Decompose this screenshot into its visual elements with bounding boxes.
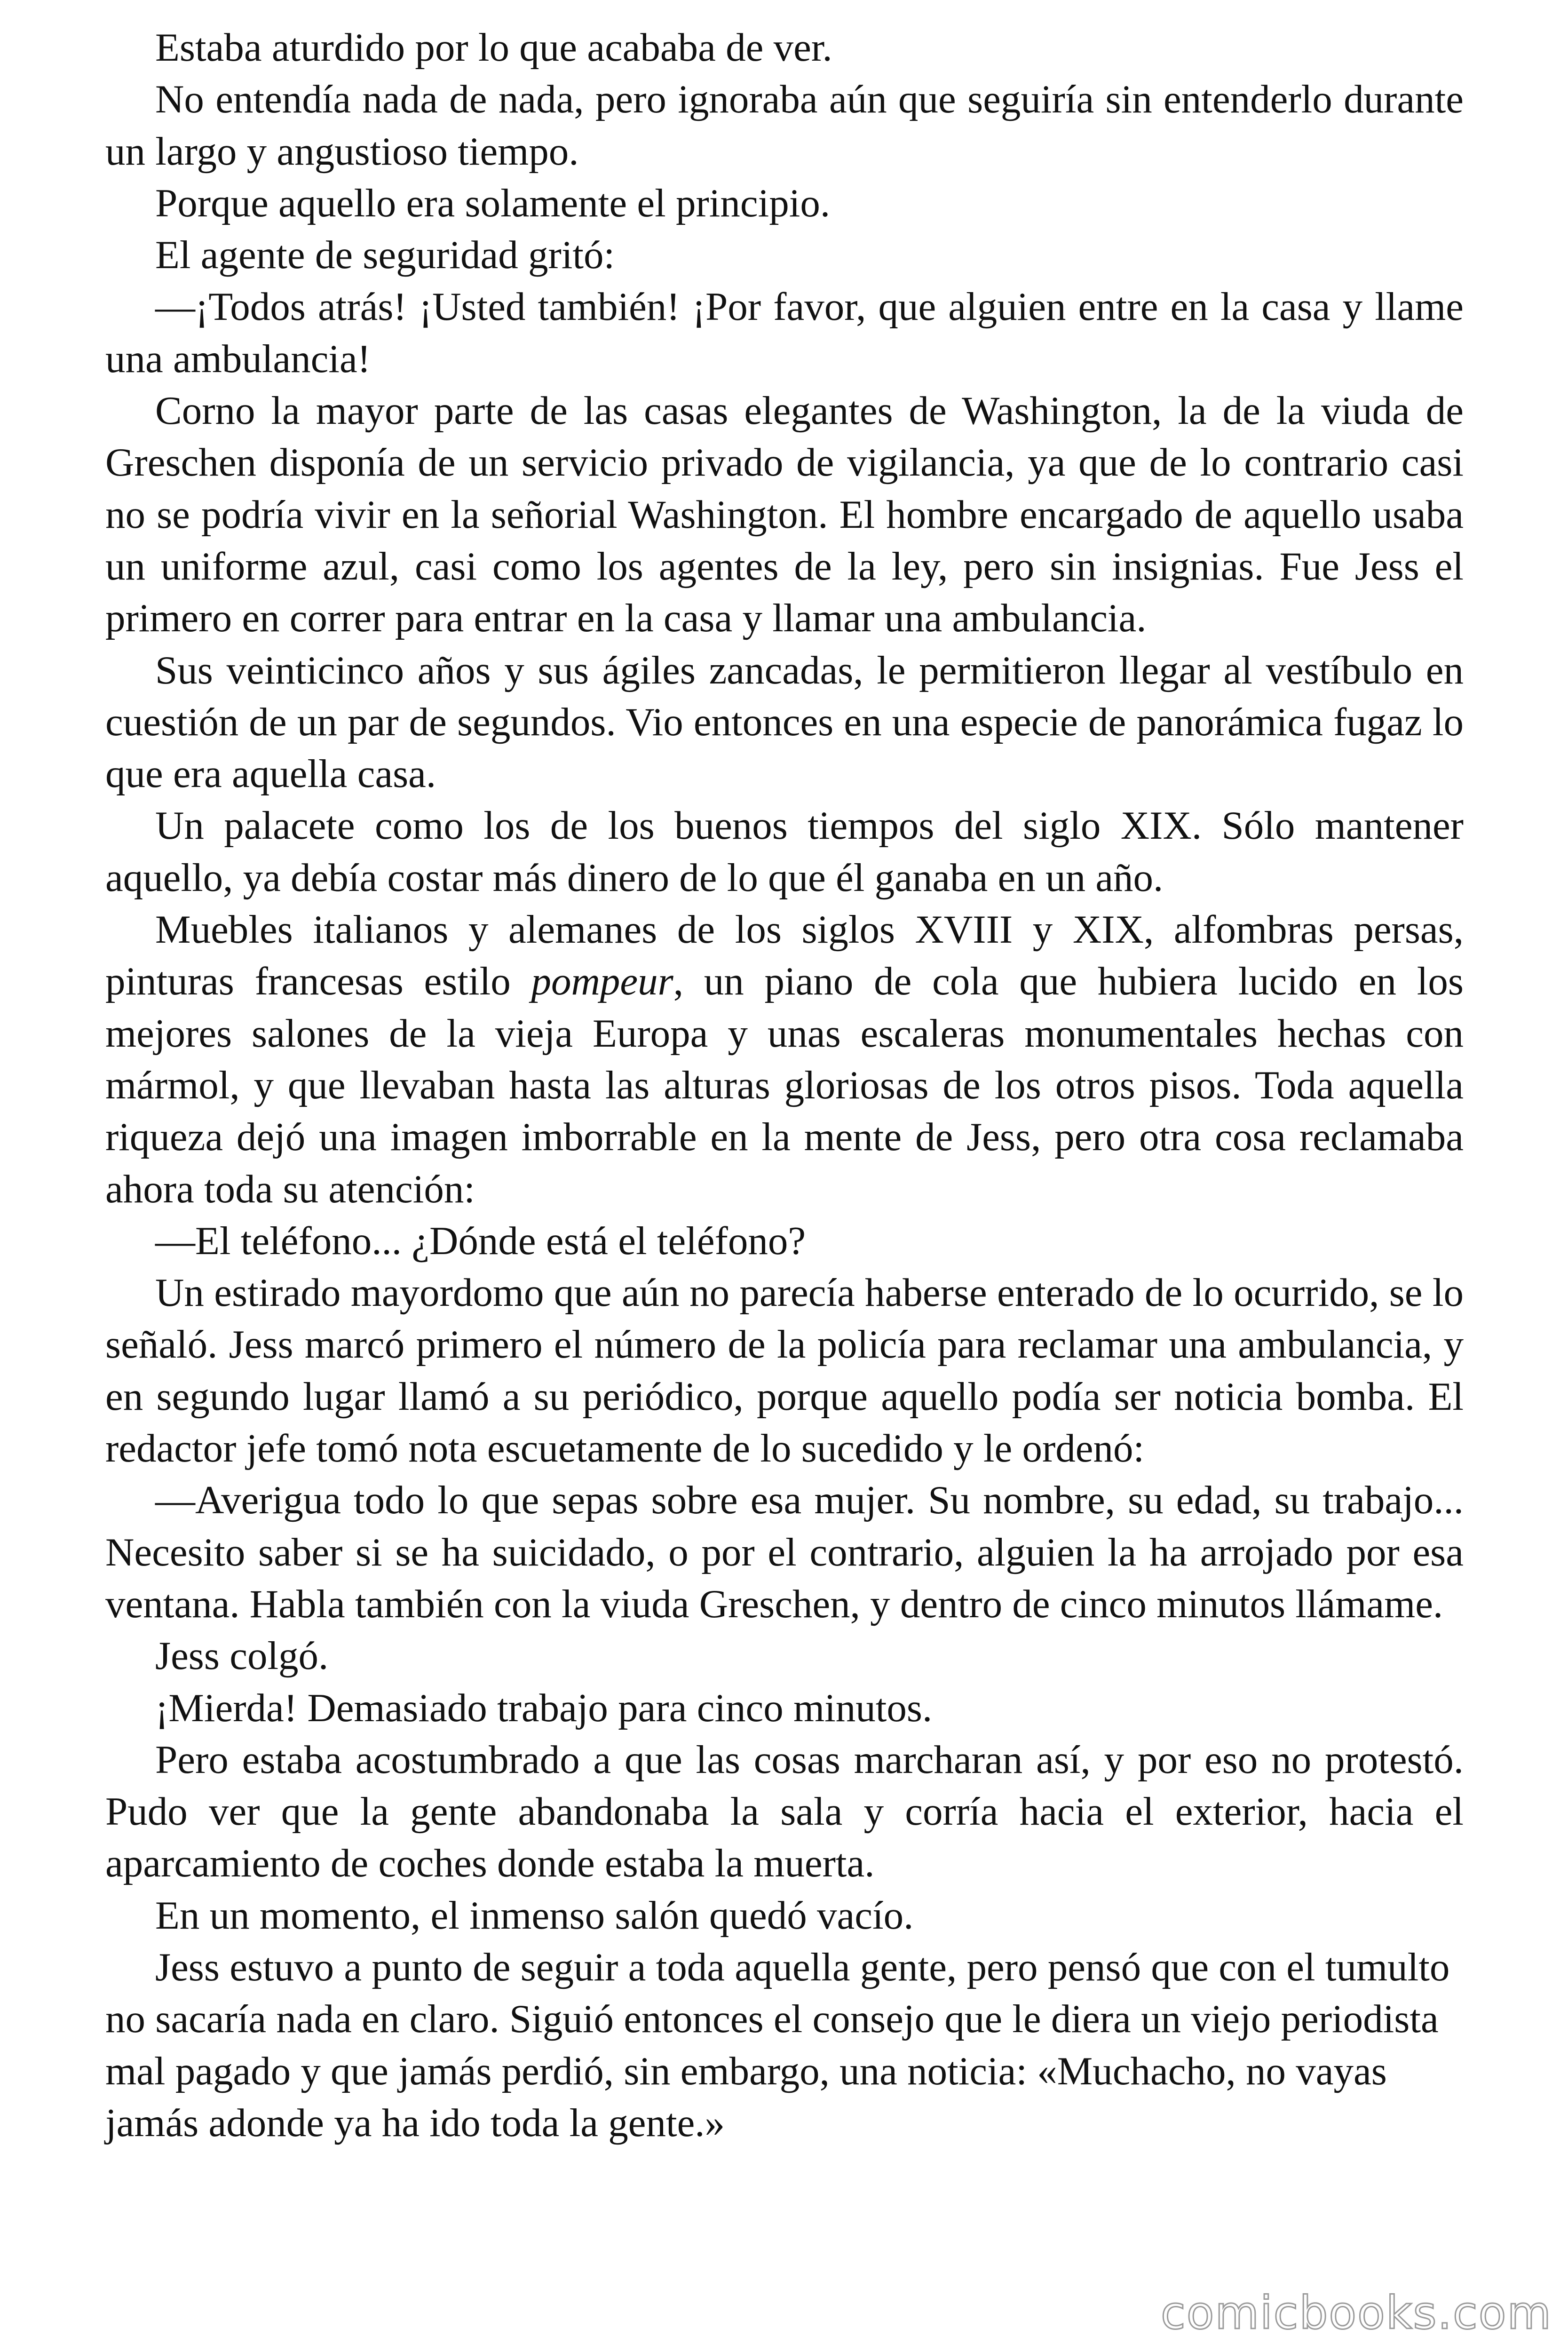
paragraph: Porque aquello era solamente el principio.	[155, 181, 831, 225]
italic-word: pompeur	[531, 959, 673, 1004]
book-page-text	[105, 22, 1464, 2149]
paragraph: Un palacete como los de los buenos tiempos del siglo XIX. Sólo mantener aquello, ya debía costar más dinero de lo que él ganaba en un año.	[105, 803, 1464, 900]
paragraph: —¡Todos atrás! ¡Usted también! ¡Por favor, que alguien entre en la casa y llame una ambulancia!	[105, 285, 1464, 381]
paragraph: ¡Mierda! Demasiado trabajo para cinco minutos.	[155, 1685, 933, 1730]
paragraph: Sus veinticinco años y sus ágiles zancadas, le permitieron llegar al vestíbulo en cuestión de un par de segundos. Vio entonces en una especie de panorámica fugaz lo que era aquella casa.	[105, 648, 1464, 796]
watermark: comicbooks.com	[1160, 2287, 1552, 2339]
paragraph: Jess colgó.	[155, 1634, 329, 1678]
paragraph: Estaba aturdido por lo que acababa de ver.	[155, 25, 832, 70]
paragraph: —El teléfono... ¿Dónde está el teléfono?	[155, 1218, 806, 1263]
paragraph: Pero estaba acostumbrado a que las cosas marcharan así, y por eso no protestó. Pudo ver que la gente abandonaba la sala y corría hacia el exterior, hacia el aparcamiento de coches donde estaba la muerta.	[105, 1737, 1464, 1886]
paragraph: Jess estuvo a punto de seguir a toda aquella gente, pero pensó que con el tumulto no sacaría nada en claro. Siguió entonces el consejo que le diera un viejo periodista mal pagado y que jamás perdió, sin embargo, una noticia: «Muchacho, no vayas jamás adonde ya ha ido toda la gente.»	[105, 1945, 1450, 2145]
paragraph	[105, 904, 1464, 1215]
paragraph: Un estirado mayordomo que aún no parecía haberse enterado de lo ocurrido, se lo señaló. Jess marcó primero el número de la policía para reclamar una ambulancia, y en segundo lugar llamó a su periódico, porque aquello podía ser noticia bomba. El redactor jefe tomó nota escuetamente de lo sucedido y le ordenó:	[105, 1271, 1464, 1471]
paragraph: En un momento, el inmenso salón quedó vacío.	[155, 1893, 914, 1938]
paragraph: Corno la mayor parte de las casas elegantes de Washington, la de la viuda de Greschen disponía de un servicio privado de vigilancia, ya que de lo contrario casi no se podría vivir en la señorial Washington. El hombre encargado de aquello usaba un uniforme azul, casi como los agentes de la ley, pero sin insignias. Fue Jess el primero en correr para entrar en la casa y llamar una ambulancia.	[105, 389, 1464, 641]
paragraph: El agente de seguridad gritó:	[155, 233, 615, 278]
paragraph: —Averigua todo lo que sepas sobre esa mujer. Su nombre, su edad, su trabajo... Necesito saber si se ha suicidado, o por el contrario, alguien la ha arrojado por esa ventana. Habla también con la viuda Greschen, y dentro de cinco minutos llámame.	[105, 1478, 1464, 1626]
paragraph-text: , un piano de cola que hubiera lucido en los mejores salones de la vieja Europa y unas escaleras monumentales hechas con mármol, y que llevaban hasta las alturas gloriosas de los otros pisos. Toda aquella riqueza dejó una imagen imborrable en la mente de Jess, pero otra cosa reclamaba ahora toda su atención:	[105, 959, 1464, 1211]
paragraph-text: Muebles italianos y alemanes de los siglos XVIII y XIX, alfombras persas, pinturas francesas estilo	[105, 907, 1464, 1004]
paragraph: No entendía nada de nada, pero ignoraba aún que seguiría sin entenderlo durante un largo y angustioso tiempo.	[105, 77, 1464, 174]
